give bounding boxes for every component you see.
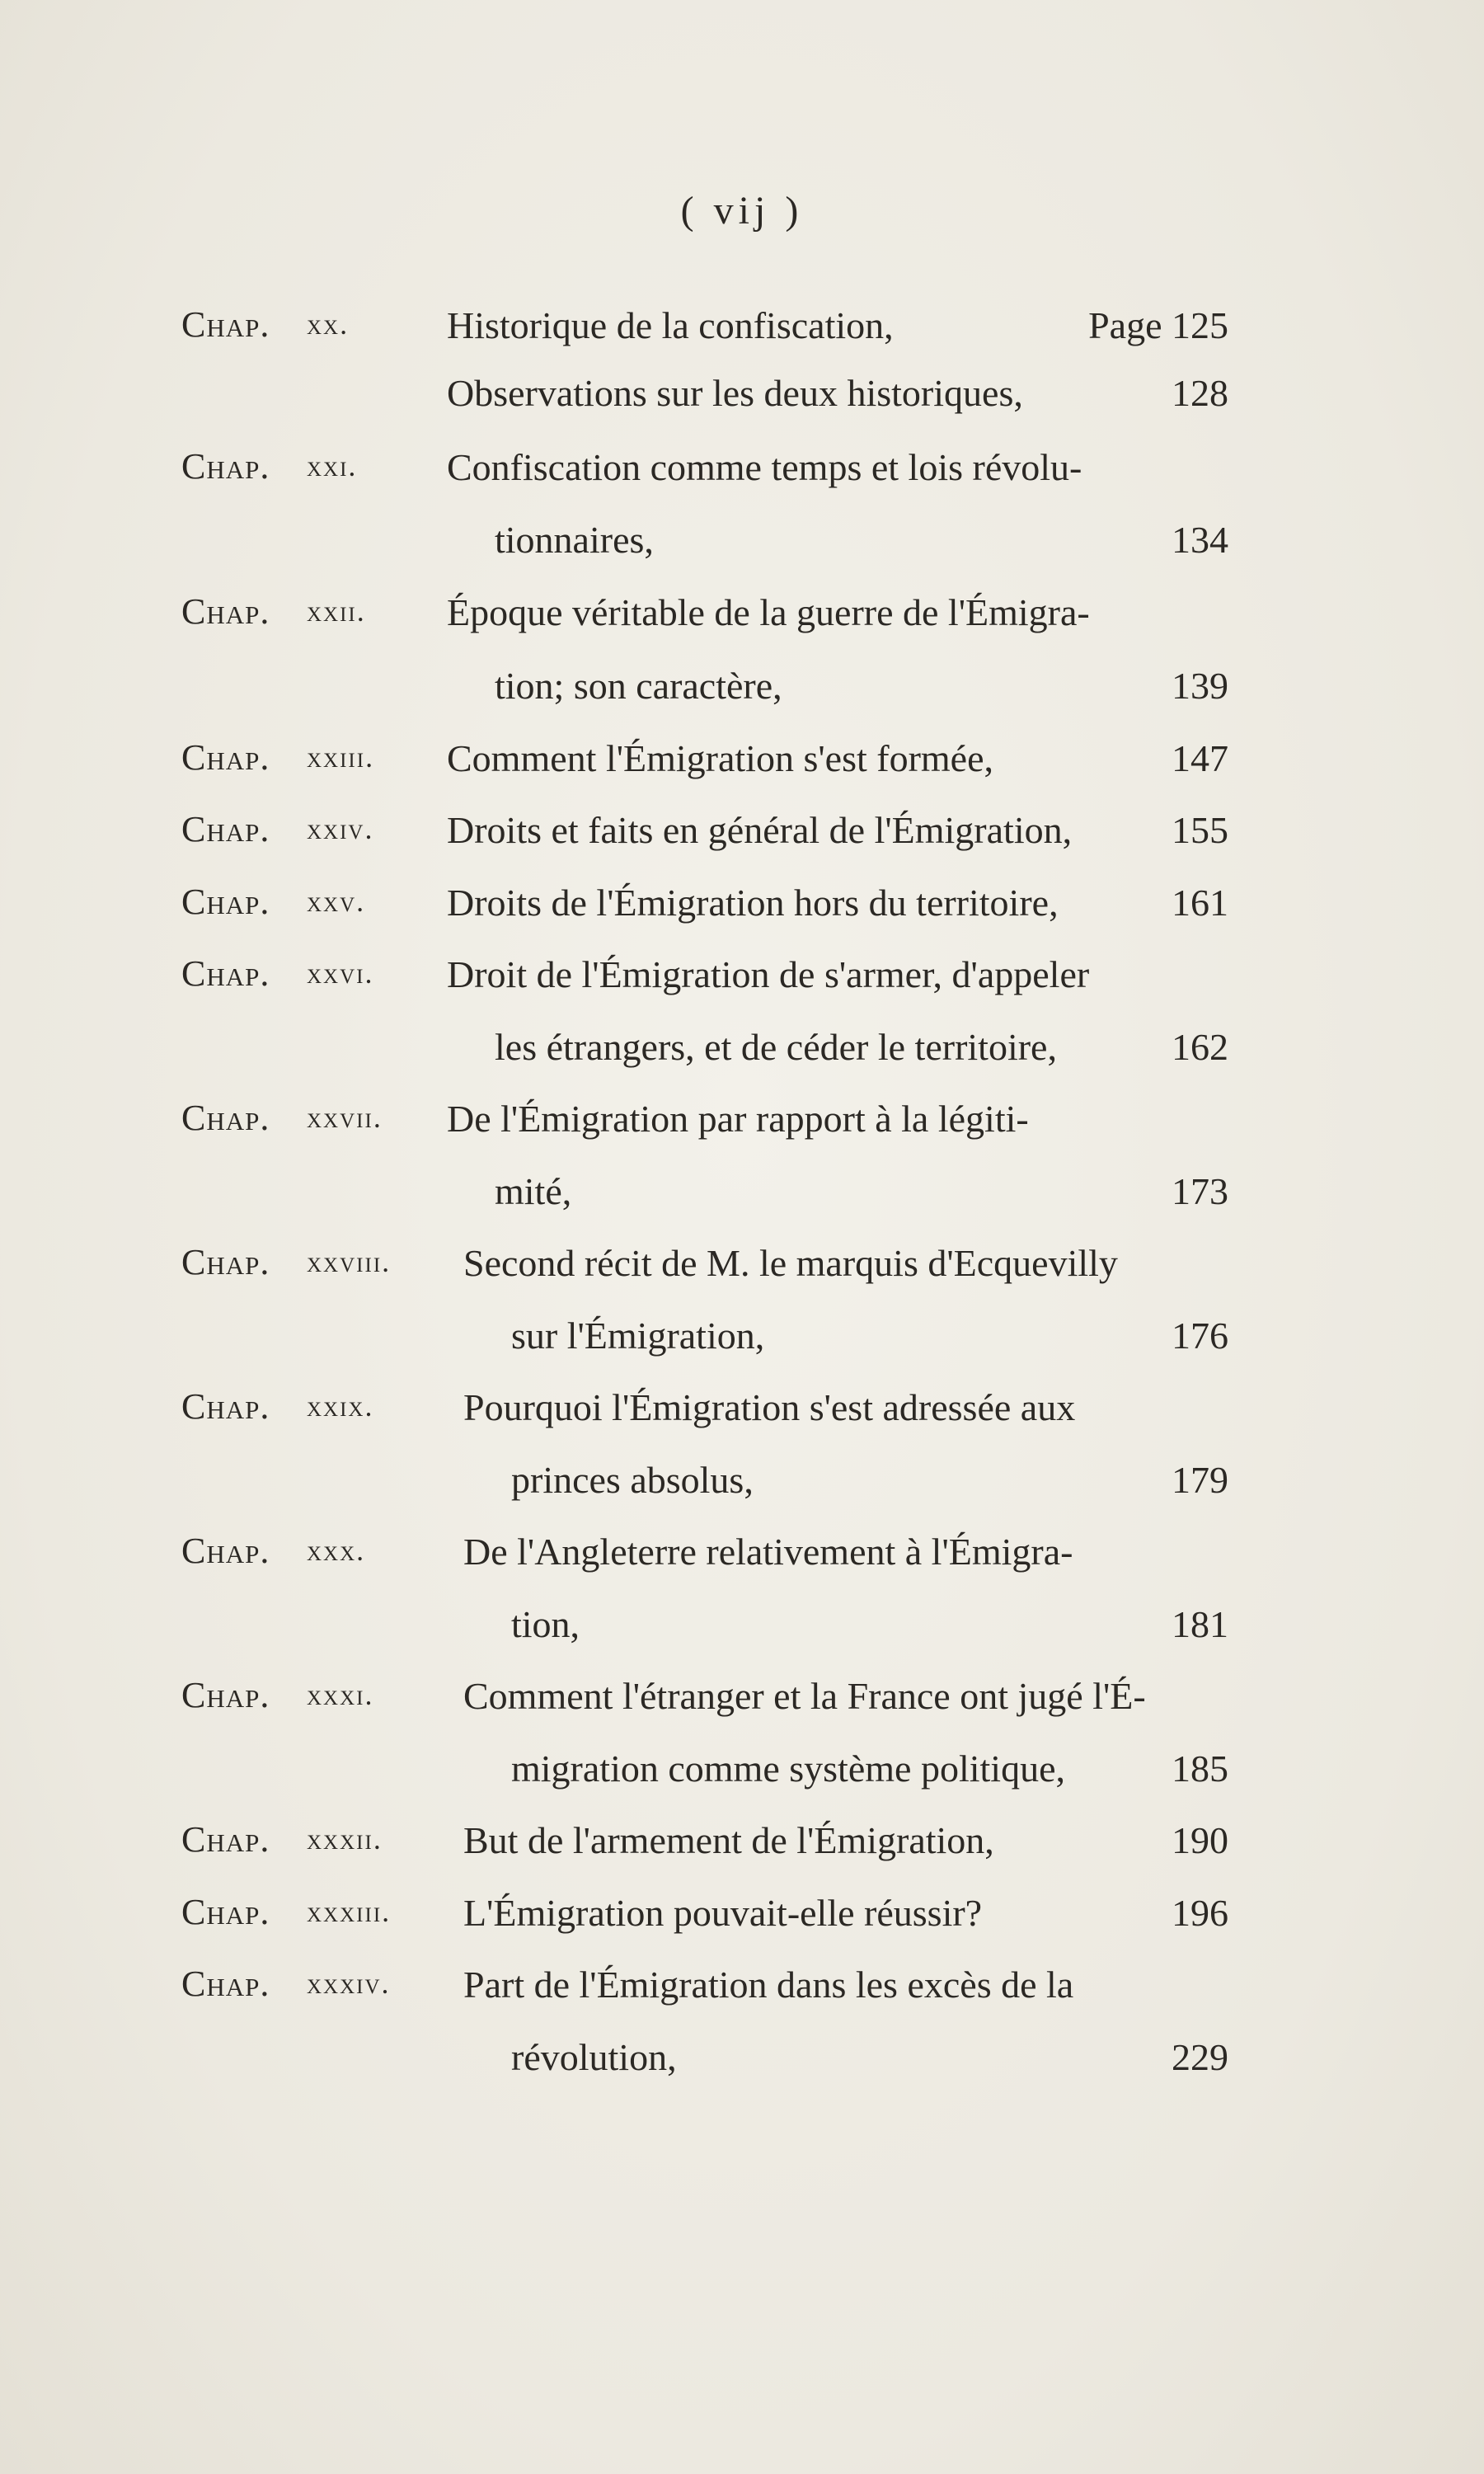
page-number: Page 125 xyxy=(1088,304,1228,346)
chapter-number: xxxiv. xyxy=(307,1967,391,2000)
page-number: 139 xyxy=(1172,665,1228,707)
page-number: 176 xyxy=(1172,1315,1228,1357)
chapter-title: Historique de la confiscation, xyxy=(447,304,894,346)
chapter-number: xx. xyxy=(307,308,350,341)
chapter-title: révolution, xyxy=(511,2036,677,2078)
chapter-label: Chap. xyxy=(181,446,270,487)
chapter-label: Chap. xyxy=(181,882,270,922)
chapter-number: xxx. xyxy=(307,1534,366,1567)
chapter-number: xxvi. xyxy=(307,957,374,990)
chapter-title: De l'Angleterre relativement à l'Émigra- xyxy=(463,1531,1073,1573)
chapter-number: xxvii. xyxy=(307,1101,383,1134)
chapter-number: xxxiii. xyxy=(307,1895,392,1928)
chapter-title: L'Émigration pouvait-elle réussir? xyxy=(463,1892,983,1934)
chapter-title: princes absolus, xyxy=(511,1459,754,1501)
chapter-label: Chap. xyxy=(181,1242,270,1282)
toc-line xyxy=(181,1241,1228,1315)
chapter-title: Droit de l'Émigration de s'armer, d'appeler xyxy=(447,953,1090,995)
chapter-title: De l'Émigration par rapport à la légiti- xyxy=(447,1098,1029,1140)
page-number: 173 xyxy=(1172,1170,1228,1212)
chapter-title: tionnaires, xyxy=(495,519,654,561)
chapter-label: Chap. xyxy=(181,1964,270,2004)
toc-line xyxy=(181,303,1228,378)
page-number: 134 xyxy=(1172,519,1228,561)
chapter-number: xxv. xyxy=(307,885,366,918)
toc-line xyxy=(181,1530,1228,1604)
toc-line xyxy=(181,1963,1228,2037)
chapter-title: Époque véritable de la guerre de l'Émigra- xyxy=(447,591,1090,633)
page-number: 179 xyxy=(1172,1459,1228,1501)
chapter-title: les étrangers, et de céder le territoire, xyxy=(495,1026,1057,1068)
toc-line xyxy=(181,590,1228,665)
chapter-title: migration comme système politique, xyxy=(511,1747,1065,1790)
chapter-number: xxiv. xyxy=(307,812,374,845)
chapter-title: Droits de l'Émigration hors du territoire, xyxy=(447,882,1059,924)
toc-line xyxy=(181,1314,1228,1388)
chapter-title: Observations sur les deux historiques, xyxy=(447,372,1023,414)
chapter-label: Chap. xyxy=(181,1892,270,1932)
page-number: 155 xyxy=(1172,809,1228,851)
chapter-label: Chap. xyxy=(181,737,270,778)
chapter-label: Chap. xyxy=(181,1386,270,1427)
chapter-title: Confiscation comme temps et lois révolu- xyxy=(447,446,1082,488)
chapter-label: Chap. xyxy=(181,953,270,994)
toc-line xyxy=(181,736,1228,811)
chapter-title: tion, xyxy=(511,1603,580,1645)
page-number: 128 xyxy=(1172,372,1228,414)
toc-line xyxy=(181,1602,1228,1677)
toc-line xyxy=(181,1025,1228,1099)
chapter-number: xxiii. xyxy=(307,741,375,774)
toc-line xyxy=(181,1385,1228,1460)
chapter-number: xxxii. xyxy=(307,1823,383,1856)
page-header: ( vij ) xyxy=(680,189,804,233)
toc-line xyxy=(181,518,1228,592)
chapter-label: Chap. xyxy=(181,809,270,849)
toc-line xyxy=(181,2035,1228,2109)
toc-line xyxy=(181,808,1228,882)
chapter-title: Droits et faits en général de l'Émigration, xyxy=(447,809,1073,851)
toc-line xyxy=(181,1097,1228,1171)
chapter-label: Chap. xyxy=(181,1675,270,1715)
page-number: 162 xyxy=(1172,1026,1228,1068)
chapter-title: tion; son caractère, xyxy=(495,665,782,707)
chapter-label: Chap. xyxy=(181,304,270,345)
toc-line xyxy=(181,881,1228,955)
chapter-title: Comment l'étranger et la France ont jugé l'É- xyxy=(463,1675,1146,1717)
page-number: 190 xyxy=(1172,1819,1228,1861)
chapter-title: But de l'armement de l'Émigration, xyxy=(463,1819,994,1861)
page-number: 147 xyxy=(1172,737,1228,779)
chapter-title: mité, xyxy=(495,1170,572,1212)
chapter-label: Chap. xyxy=(181,1098,270,1138)
toc-line xyxy=(181,1747,1228,1821)
toc-line xyxy=(181,952,1228,1027)
toc-line xyxy=(181,1891,1228,1965)
toc-line xyxy=(181,371,1228,445)
toc-line xyxy=(181,1674,1228,1748)
chapter-title: Second récit de M. le marquis d'Ecquevilly xyxy=(463,1242,1118,1284)
page-number: 181 xyxy=(1172,1603,1228,1645)
page-number: 229 xyxy=(1172,2036,1228,2078)
chapter-number: xxxi. xyxy=(307,1678,374,1711)
chapter-title: Comment l'Émigration s'est formée, xyxy=(447,737,994,779)
chapter-number: xxi. xyxy=(307,449,358,482)
chapter-label: Chap. xyxy=(181,591,270,632)
chapter-title: sur l'Émigration, xyxy=(511,1315,765,1357)
chapter-title: Pourquoi l'Émigration s'est adressée aux xyxy=(463,1386,1076,1428)
toc-line xyxy=(181,445,1228,520)
page-number: 185 xyxy=(1172,1747,1228,1790)
toc-line xyxy=(181,1458,1228,1532)
page-number: 161 xyxy=(1172,882,1228,924)
chapter-title: Part de l'Émigration dans les excès de la xyxy=(463,1964,1074,2006)
chapter-label: Chap. xyxy=(181,1531,270,1571)
chapter-number: xxviii. xyxy=(307,1245,392,1278)
chapter-number: xxix. xyxy=(307,1390,374,1423)
chapter-number: xxii. xyxy=(307,595,366,628)
toc-line xyxy=(181,1169,1228,1244)
toc-line xyxy=(181,1818,1228,1893)
chapter-label: Chap. xyxy=(181,1819,270,1860)
page-number: 196 xyxy=(1172,1892,1228,1934)
toc-line xyxy=(181,664,1228,738)
